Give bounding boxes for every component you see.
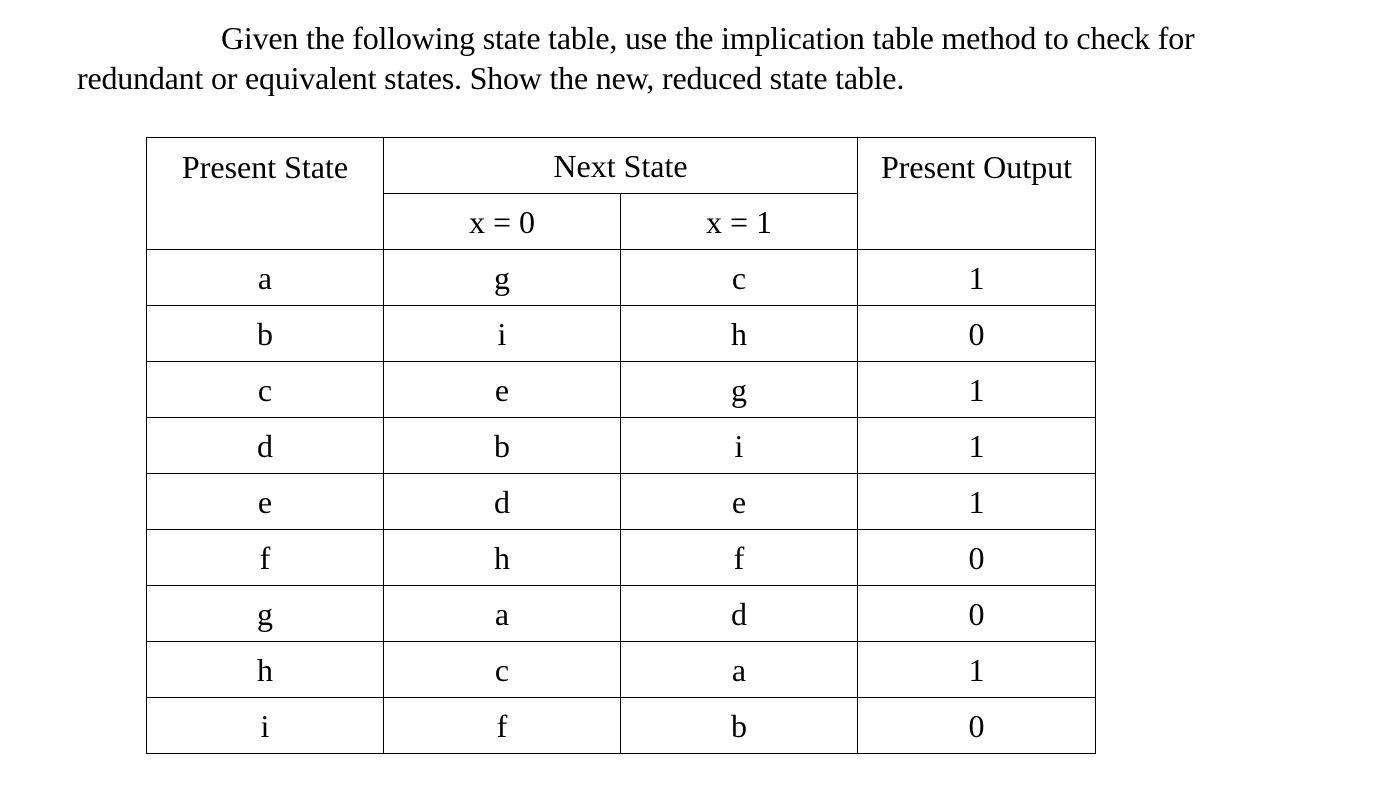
cell-present-output: 0 [858,586,1096,642]
cell-present-output: 0 [858,306,1096,362]
cell-next-state-x0: a [384,586,621,642]
table-row [147,698,1096,754]
cell-next-state-x0: e [384,362,621,418]
table-row [147,418,1096,474]
cell-next-state-x0: h [384,530,621,586]
table-row [147,250,1096,306]
cell-next-state-x0: d [384,474,621,530]
table-row [147,306,1096,362]
header-row [147,138,1096,194]
cell-present-output: 1 [858,642,1096,698]
cell-present-state: c [147,362,384,418]
header-x0: x = 0 [384,194,621,250]
cell-present-state: b [147,306,384,362]
cell-present-state: f [147,530,384,586]
cell-present-output: 1 [858,250,1096,306]
cell-next-state-x0: c [384,642,621,698]
cell-next-state-x0: f [384,698,621,754]
cell-present-output: 1 [858,418,1096,474]
cell-next-state-x0: g [384,250,621,306]
cell-next-state-x1: e [621,474,858,530]
cell-next-state-x1: h [621,306,858,362]
cell-present-state: h [147,642,384,698]
cell-next-state-x1: f [621,530,858,586]
cell-present-output: 1 [858,474,1096,530]
header-x1: x = 1 [621,194,858,250]
cell-next-state-x0: b [384,418,621,474]
cell-next-state-x1: c [621,250,858,306]
cell-present-state: g [147,586,384,642]
cell-next-state-x1: a [621,642,858,698]
cell-next-state-x1: d [621,586,858,642]
header-next-state: Next State [384,138,858,194]
cell-present-output: 0 [858,530,1096,586]
cell-next-state-x0: i [384,306,621,362]
header-present-output: Present Output [858,138,1096,250]
table-row [147,530,1096,586]
cell-present-state: e [147,474,384,530]
table-row [147,642,1096,698]
cell-present-output: 0 [858,698,1096,754]
cell-present-state: d [147,418,384,474]
question-text: Given the following state table, use the implication table method to check for redundant or equivalent states. Show the new, reduced state table. [77,20,1195,96]
cell-present-state: i [147,698,384,754]
header-present-state: Present State [147,138,384,250]
cell-next-state-x1: g [621,362,858,418]
table-row [147,362,1096,418]
cell-next-state-x1: i [621,418,858,474]
cell-present-state: a [147,250,384,306]
cell-next-state-x1: b [621,698,858,754]
table-row [147,586,1096,642]
table-row [147,474,1096,530]
cell-present-output: 1 [858,362,1096,418]
state-table [146,137,1096,754]
